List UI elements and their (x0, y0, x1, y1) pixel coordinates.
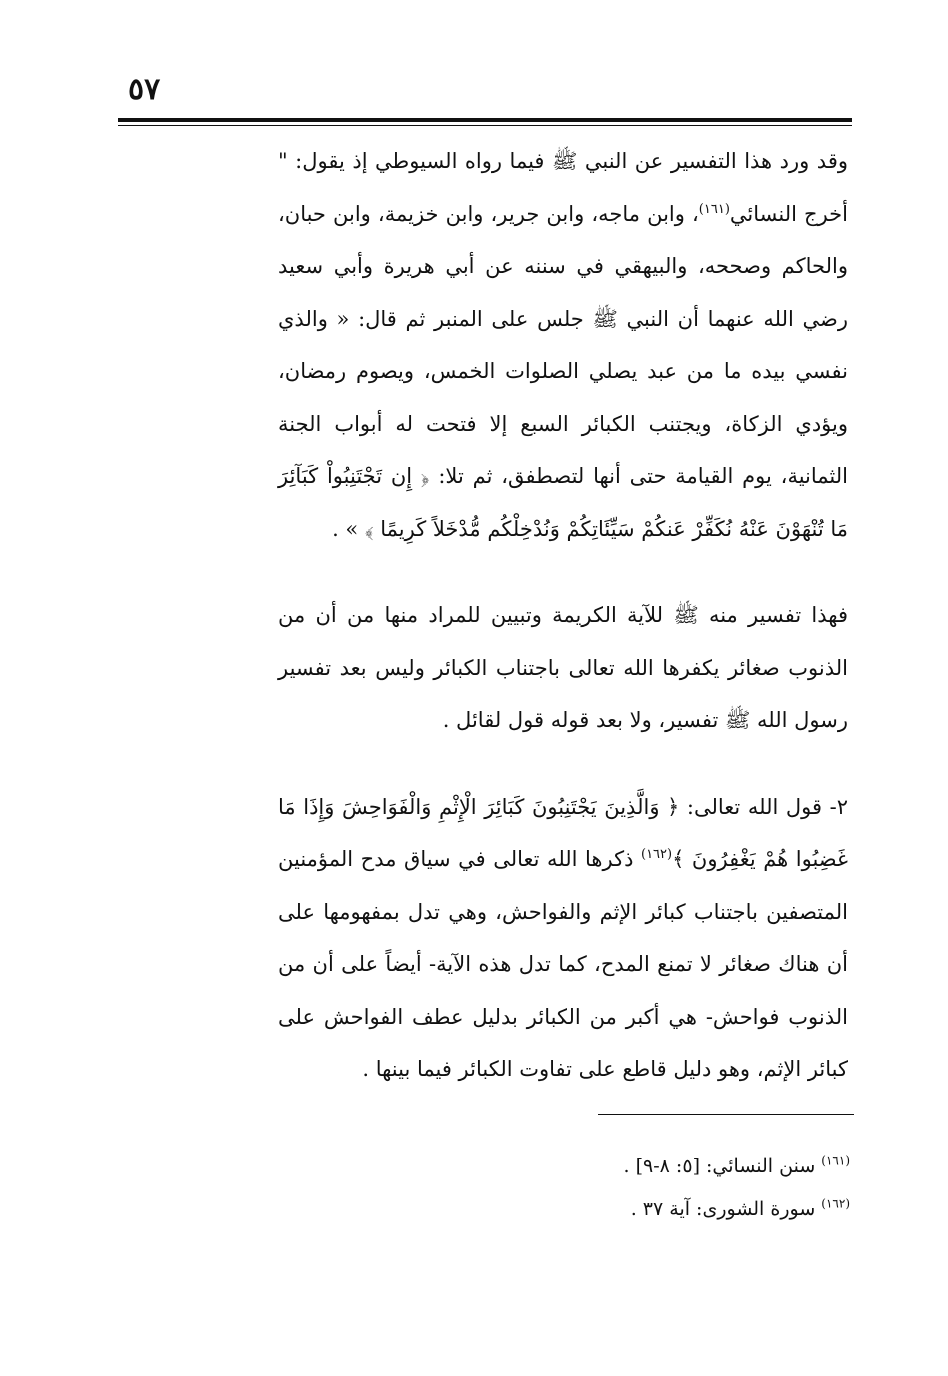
footnote-reference: (١٦١) (698, 201, 730, 217)
paragraph-verse-two (278, 781, 848, 1096)
footnotes (560, 1145, 850, 1231)
body-text (278, 135, 848, 1096)
paragraph-text: وقد ورد هذا التفسير عن النبي ﷺ فيما رواه السيوطي إذ يقول: " أخرج النسائي (278, 149, 849, 226)
paragraph-explanation: فهذا تفسير منه ﷺ للآية الكريمة وتبيين للمراد منها من أن من الذنوب صغائر يكفرها الله تعالى باجتناب الكبائر وليس بعد تفسير رسول الله ﷺ تفسير، ولا بعد قوله قول لقائل . (278, 603, 848, 732)
page-number: ٥٧ (128, 72, 161, 107)
footnote-number: (١٦١) (821, 1153, 850, 1168)
header-rule-thin (118, 125, 852, 126)
footnote (560, 1188, 850, 1231)
footnote-separator (598, 1114, 854, 1115)
paragraph-text: ذكرها الله تعالى في سياق مدح المؤمنين المتصفين باجتناب كبائر الإثم والفواحش، وهي تدل بمفهومها على أن هناك صغائر لا تمنع المدح، كما تدل هذه الآية- أيضاً على أن من الذنوب فواحش- هي أكبر من الكبائر بدليل عطف الفواحش على كبائر الإثم، وهو دليل قاطع على تفاوت الكبائر فيما بينها . (278, 847, 848, 1081)
footnote-number: (١٦٢) (821, 1196, 850, 1211)
footnote (560, 1145, 850, 1188)
paragraph-hadith (278, 135, 848, 555)
paragraph-text: ٢- قول الله تعالى: ﴿ وَالَّذِينَ يَجْتَنِبُونَ كَبَائِرَ الْإِثْمِ وَالْفَوَاحِشَ وَإِذَا مَا غَضِبُوا هُمْ يَغْفِرُونَ ﴾ (278, 794, 849, 871)
header-rule (118, 118, 852, 122)
paragraph-text: ، وابن ماجه، وابن جرير، وابن خزيمة، وابن حبان، والحاكم وصححه، والبيهقي في سننه عن أبي هريرة وأبي سعيد رضي الله عنهما أن النبي ﷺ جلس على المنبر ثم قال: « والذي نفسي بيده ما من عبد يصلي الصلوات الخمس، ويصوم رمضان، ويؤدي الزكاة، ويجتنب الكبائر السبع إلا فتحت له أبواب الجنة الثمانية، يوم القيامة حتى أنها لتصطفق، ثم تلا: ﴿ إِن تَجْتَنِبُواْ كَبَآئِرَ مَا تُنْهَوْنَ عَنْهُ نُكَفِّرْ عَنكُمْ سَيِّئَاتِكُمْ وَنُدْخِلْكُم مُّدْخَلاً كَرِيمًا ﴾ » . (278, 201, 848, 541)
footnote-reference: (١٦٢) (640, 847, 673, 862)
footnote-text: سورة الشورى: آية ٣٧ . (630, 1198, 822, 1220)
footnote-text: سنن النسائي: [٥: ٨-٩] . (623, 1155, 822, 1177)
